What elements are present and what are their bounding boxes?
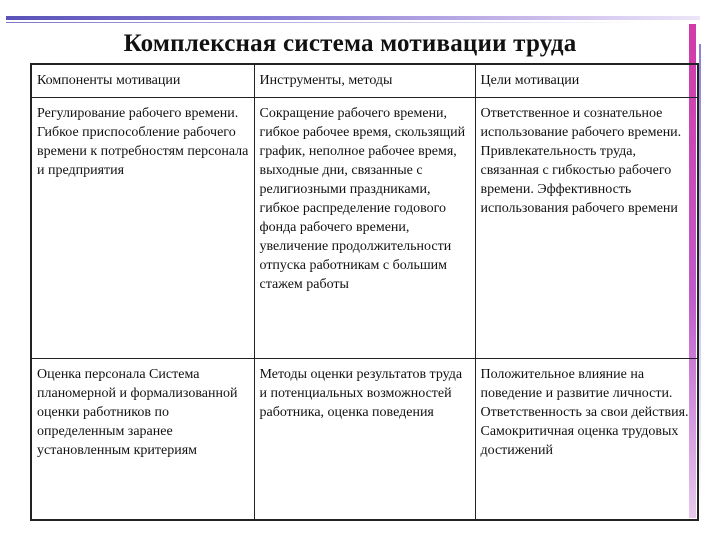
table-header-row xyxy=(31,64,698,98)
table-cell: Положительное влияние на поведение и развитие личности. Ответственность за свои действия. Самокритичная оценка трудовых достижений xyxy=(475,359,698,521)
right-decorative-line xyxy=(699,44,701,514)
header-components: Компоненты мотивации xyxy=(31,64,254,98)
table-cell: Сокращение рабочего времени, гибкое рабочее время, скользящий график, неполное рабочее время, выходные дни, связанные с религиозными праздниками, гибкое распределение годового фонда рабочего времени, увеличение продолжительности отпуска работникам с большим стажем работы xyxy=(254,98,475,359)
page-title: Комплексная система мотивации труда xyxy=(123,30,577,57)
table-cell: Оценка персонала Система планомерной и формализованной оценки работников по определенным заранее установленным критериям xyxy=(31,359,254,521)
table-row xyxy=(31,359,698,521)
top-decorative-line xyxy=(6,22,646,23)
table-cell: Ответственное и сознательное использование рабочего времени. Привлекательность труда, связанная с гибкостью рабочего времени. Эффективность использования рабочего времени xyxy=(475,98,698,359)
table-cell: Регулирование рабочего времени. Гибкое приспособление рабочего времени к потребностям персонала и предприятия xyxy=(31,98,254,359)
header-tools-methods: Инструменты, методы xyxy=(254,64,475,98)
header-goals: Цели мотивации xyxy=(475,64,698,98)
top-decorative-bar xyxy=(6,16,700,20)
motivation-table xyxy=(30,63,699,521)
table-row xyxy=(31,98,698,359)
table-cell: Методы оценки результатов труда и потенциальных возможностей работника, оценка поведения xyxy=(254,359,475,521)
